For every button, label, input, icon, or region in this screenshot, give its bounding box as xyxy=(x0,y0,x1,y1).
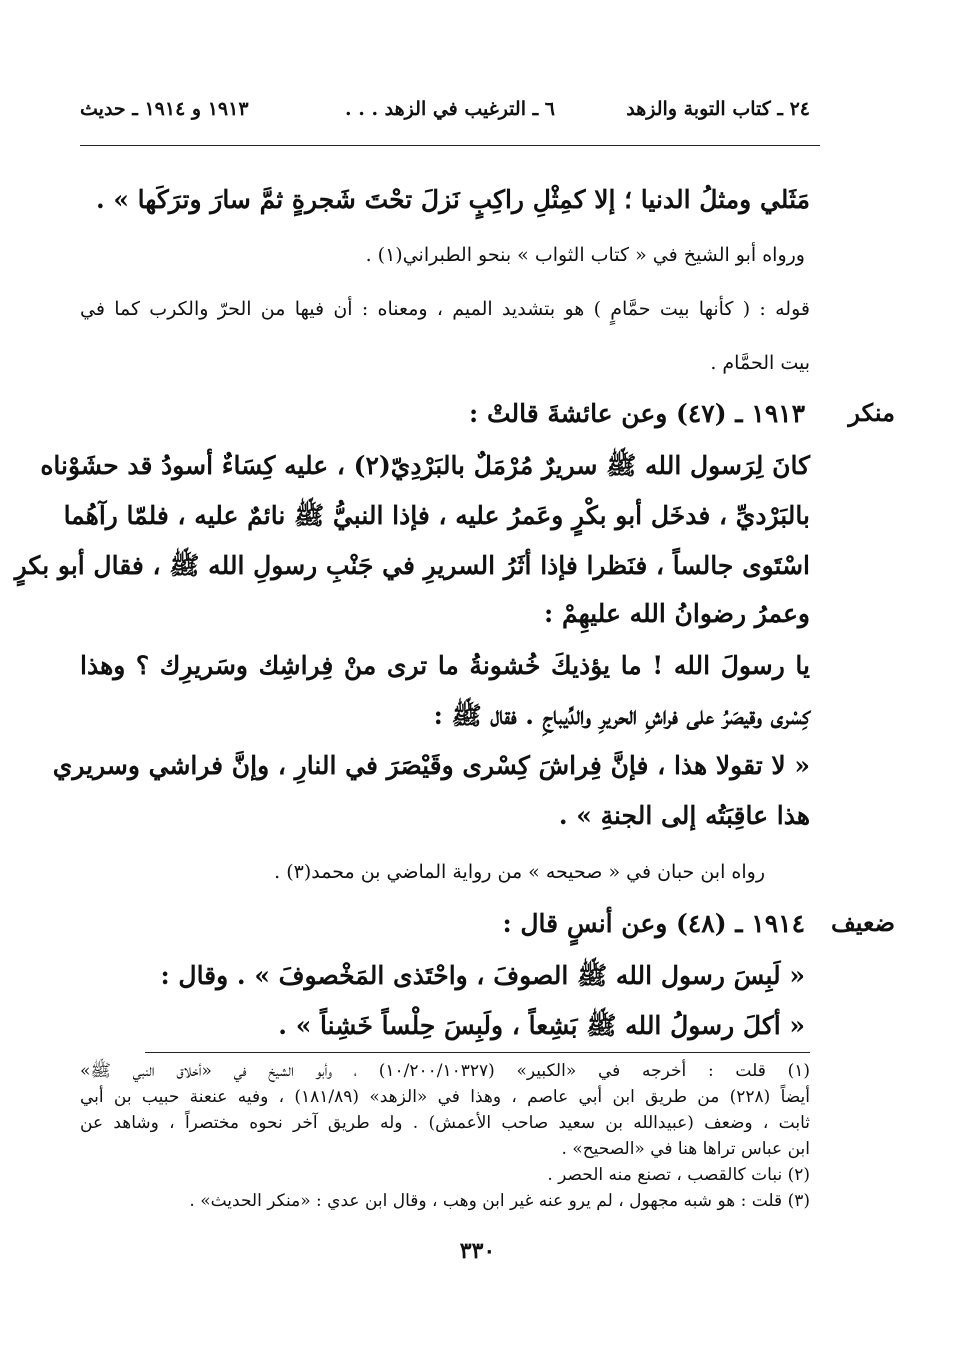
text-line: هذا عاقِبَتُه إلى الجنةِ » . xyxy=(558,801,810,830)
text-line: « أكلَ رسولُ الله ﷺ بَشِعاً ، ولَبِسَ حِلْساً خَشِناً » . xyxy=(278,1011,805,1040)
hadith-heading: ١٩١٤ ـ (٤٨) وعن أنسٍ قال : xyxy=(502,909,805,938)
running-header xyxy=(80,98,810,132)
footnote-rule xyxy=(145,1052,810,1053)
text-line: رواه ابن حبان في « صحيحه » من رواية الماضي بن محمد(٣) . xyxy=(274,861,765,883)
footnote-line: (٢) نبات كالقصب ، تصنع منه الحصر . xyxy=(547,1165,810,1185)
page-number: ٣٣٠ xyxy=(459,1238,496,1264)
text-line: ورواه أبو الشيخ في « كتاب الثواب » بنحو الطبراني(١) . xyxy=(365,244,805,266)
text-line: كِسْرى وقيصَرُ على فراشِ الحريرِ والدِّيباجِ . فقال ﷺ : xyxy=(433,701,810,730)
text-line: قوله : ( كأنها بيت حمَّامٍ ) هو بتشديد الميم ، ومعناه : أن فيها من الحرّ والكرب كما في xyxy=(80,298,810,320)
hadith-heading: ١٩١٣ ـ (٤٧) وعن عائشةَ قالتْ : xyxy=(469,399,805,428)
header-hadith-range: ١٩١٣ و ١٩١٤ ـ حديث xyxy=(80,98,249,120)
footnote-line: أيضاً (٢٢٨) من طريق ابن أبي عاصم ، وهذا في «الزهد» (١٨١/٨٩) ، وفيه عنعنة حبيب بن أبي xyxy=(80,1087,810,1107)
header-chapter: ٢٤ ـ كتاب التوبة والزهد xyxy=(626,98,810,120)
text-line: مَثَلي ومثلُ الدنيا ؛ إلا كمِثْلِ راكِبٍ نَزلَ تحْتَ شَجرةٍ ثمَّ سارَ وترَكَها » . xyxy=(95,185,810,214)
header-section: ٦ ـ الترغيب في الزهد . . . xyxy=(344,98,555,120)
text-line: كانَ لِرَسول الله ﷺ سريرٌ مُرْمَلٌ بالبَرْدِيّ(٢) ، عليه كِسَاءٌ أسودُ قد حشَوْناه xyxy=(40,451,810,480)
text-line: وعمرُ رضوانُ الله عليهِمْ : xyxy=(544,599,810,628)
text-line: بالبَرْديِّ ، فدخَل أبو بكْرٍ وعَمرُ عليه ، فإذا النبيُّ ﷺ نائمٌ عليه ، فلمّا رآهُما xyxy=(63,501,810,530)
header-rule xyxy=(80,145,820,146)
footnote-line: (١) قلت : أخرجه في «الكبير» (١٠/٢٠٠/١٠٣٢٧) ، وأبو الشيخ في «أخلاق النبي ﷺ» xyxy=(80,1061,810,1081)
footnote-line: (٣) قلت : هو شبه مجهول ، لم يرو عنه غير ابن وهب ، وقال ابن عدي : «منكر الحديث» . xyxy=(189,1191,810,1211)
text-line: اسْتَوى جالساً ، فنَظرا فإذا أثَرُ السريرِ في جَنْبِ رسولِ الله ﷺ ، فقال أبو بكرٍ xyxy=(14,551,810,580)
text-line: « لا تقولا هذا ، فإنَّ فِراشَ كِسْرى وقَيْصَرَ في النارِ ، وإنَّ فراشي وسريري xyxy=(52,751,810,780)
footnote-line: ثابت ، وضعف (عبيدالله بن سعيد صاحب الأعمش) . وله طريق آخر نحوه مختصراً ، وشاهد عن xyxy=(80,1113,810,1133)
grade-label: منكر xyxy=(848,398,895,427)
text-line: « لَبِسَ رسول الله ﷺ الصوفَ ، واحْتَذى المَخْصوفَ » . وقال : xyxy=(160,961,805,990)
footnote-line: ابن عباس تراها هنا في «الصحيح» . xyxy=(561,1139,810,1159)
grade-label: ضعيف xyxy=(830,908,895,937)
text-line: بيت الحمَّام . xyxy=(710,352,810,374)
text-line: يا رسولَ الله ! ما يؤذيكَ خُشونةُ ما ترى منْ فِراشِك وسَريرِك ؟ وهذا xyxy=(80,651,810,680)
